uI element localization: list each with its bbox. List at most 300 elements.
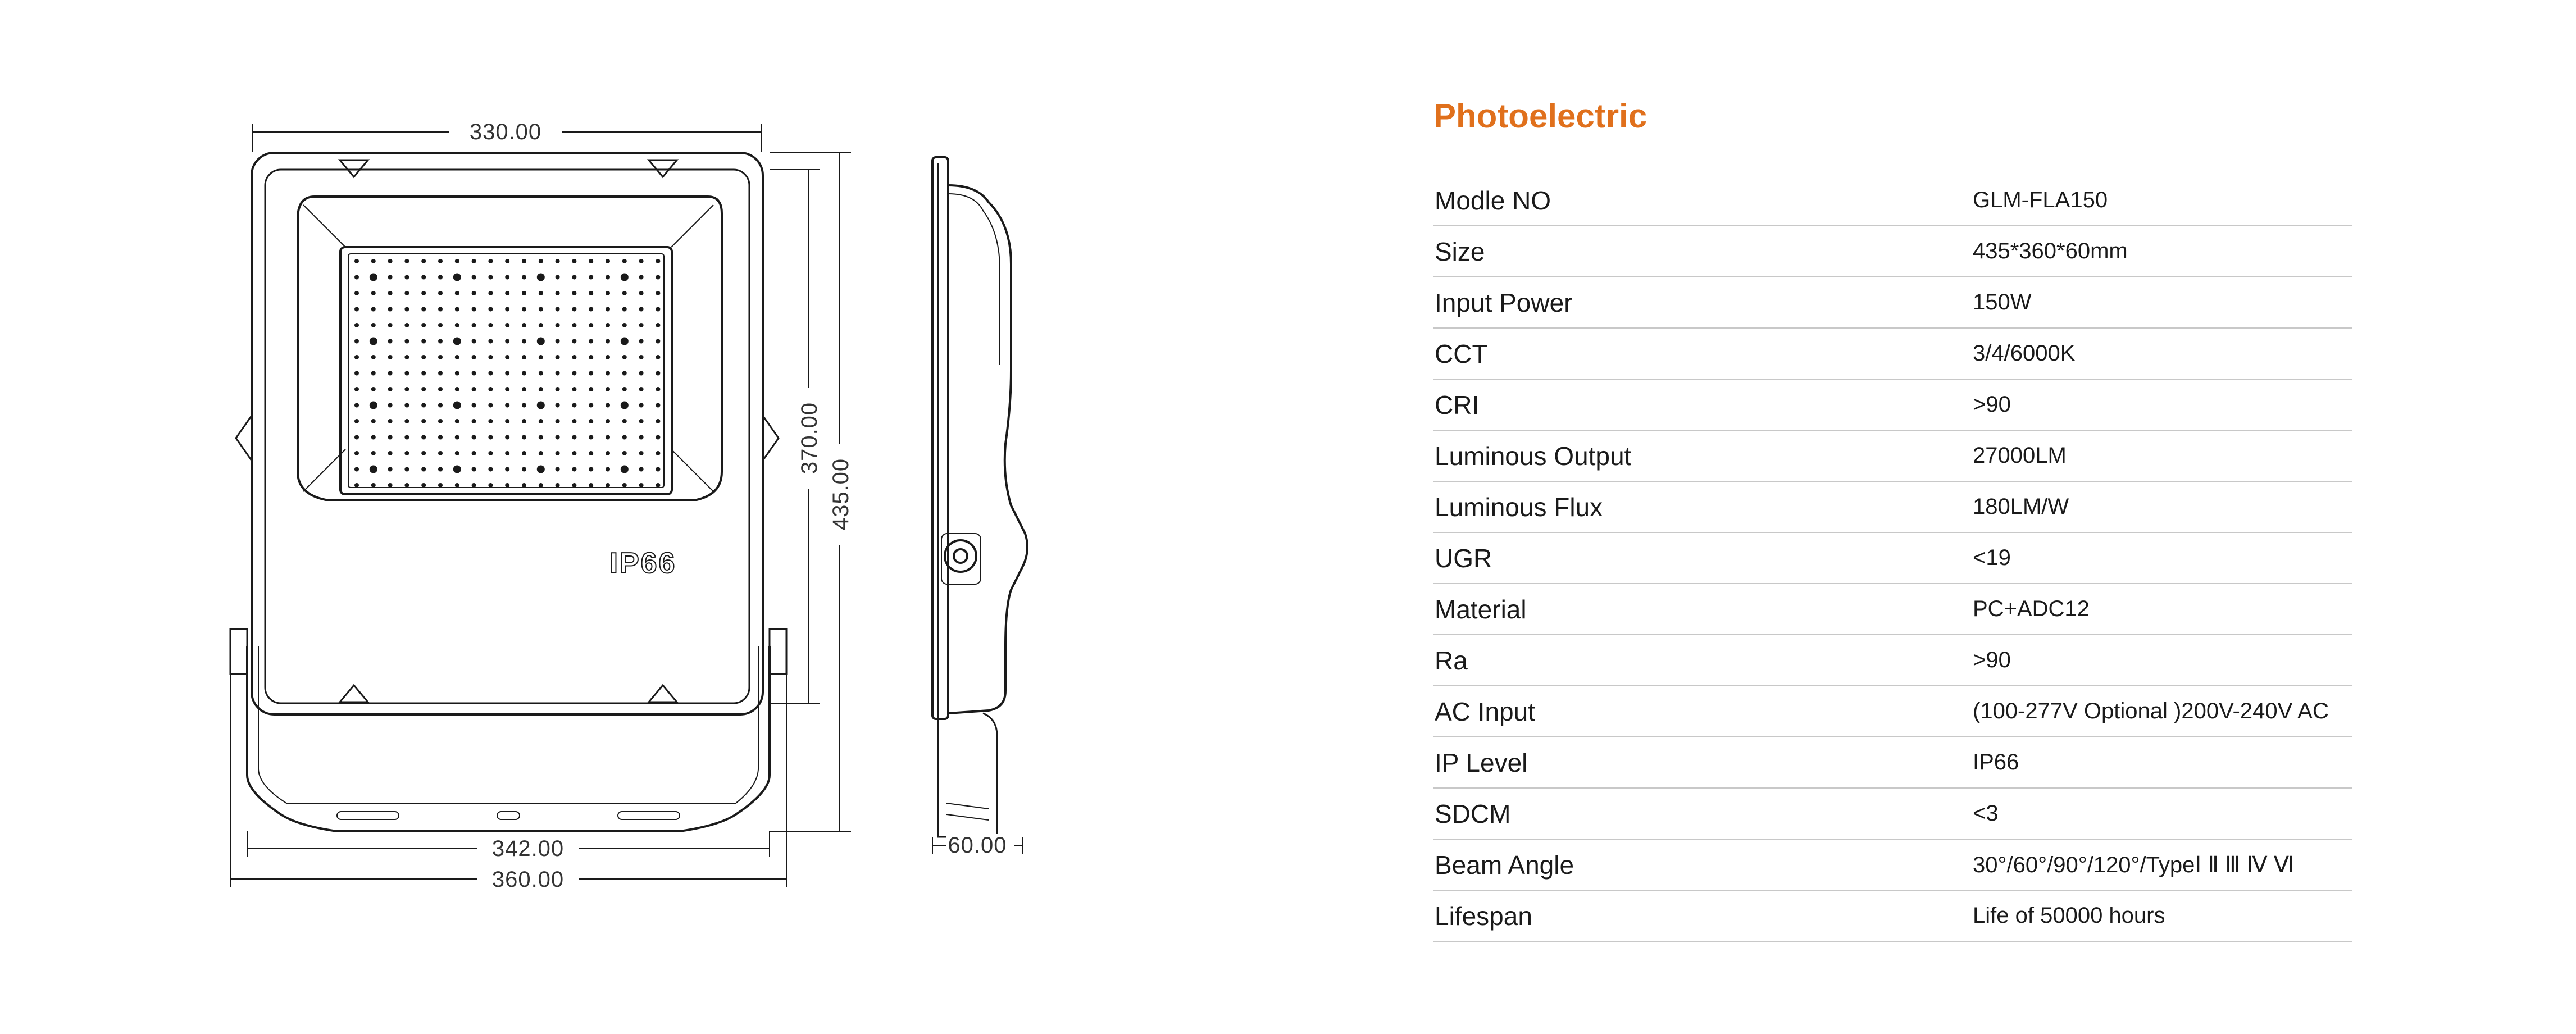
led-dot <box>572 419 576 423</box>
led-dot <box>572 339 576 344</box>
dim-top-width: 330.00 <box>469 120 542 144</box>
led-dot <box>522 483 526 488</box>
spec-row <box>1433 789 2352 840</box>
led-dot <box>421 419 426 423</box>
led-dot <box>656 291 660 295</box>
led-dot <box>572 451 576 455</box>
led-dot <box>404 419 409 423</box>
led-dot <box>488 419 493 423</box>
led-dot <box>453 402 461 409</box>
led-dot <box>621 402 629 409</box>
led-dot <box>438 387 443 391</box>
led-dot <box>472 259 476 263</box>
led-dot <box>539 387 543 391</box>
led-dot <box>388 275 393 280</box>
led-dot <box>438 275 443 280</box>
led-dot <box>656 451 660 455</box>
led-dot <box>404 307 409 312</box>
led-dot <box>455 483 459 488</box>
led-dot <box>606 259 610 263</box>
led-dot <box>472 371 476 376</box>
led-dot <box>472 275 476 280</box>
dim-height-435: 435.00 <box>829 458 853 531</box>
spec-key: Input Power <box>1435 288 1573 317</box>
spec-key: Modle NO <box>1435 185 1551 215</box>
led-dot <box>488 403 493 408</box>
spec-key: Ra <box>1435 645 1468 675</box>
led-dot <box>488 355 493 359</box>
led-dot <box>404 403 409 408</box>
led-dot <box>472 291 476 295</box>
spec-row <box>1433 533 2352 584</box>
led-dot <box>421 371 426 376</box>
led-dot <box>656 467 660 472</box>
led-dot <box>455 307 459 312</box>
led-dot <box>388 451 393 455</box>
led-dot <box>388 419 393 423</box>
led-dot <box>488 483 493 488</box>
spec-row <box>1433 329 2352 380</box>
led-dot <box>388 371 393 376</box>
led-dot <box>556 387 560 391</box>
led-dot <box>472 483 476 488</box>
led-dot <box>589 435 593 440</box>
led-dot <box>438 467 443 472</box>
led-dot <box>455 291 459 295</box>
led-dot <box>455 387 459 391</box>
led-dot <box>404 275 409 280</box>
dim-bottom-width-342: 342.00 <box>491 836 565 861</box>
led-dot <box>572 371 576 376</box>
led-dot <box>656 307 660 312</box>
led-dot <box>656 435 660 440</box>
led-dot <box>371 435 376 440</box>
led-dot <box>539 371 543 376</box>
led-dot <box>354 483 359 488</box>
led-dot <box>622 483 627 488</box>
led-dot <box>404 259 409 263</box>
led-dot <box>589 339 593 344</box>
led-dot <box>537 338 545 345</box>
spec-key: CRI <box>1435 390 1480 420</box>
led-dot <box>472 435 476 440</box>
spec-row <box>1433 277 2352 329</box>
led-dot <box>606 323 610 327</box>
led-dot <box>505 419 509 423</box>
led-dot <box>404 355 409 359</box>
led-dot <box>539 323 543 327</box>
led-dot <box>453 466 461 473</box>
led-dot <box>438 483 443 488</box>
led-dot <box>639 323 644 327</box>
led-dot <box>639 403 644 408</box>
led-dot <box>354 419 359 423</box>
spec-key: CCT <box>1435 339 1488 368</box>
led-dot <box>606 291 610 295</box>
spec-key: Material <box>1435 594 1527 624</box>
led-dot <box>639 339 644 344</box>
led-dot <box>556 339 560 344</box>
led-dot <box>354 387 359 391</box>
led-dot <box>621 466 629 473</box>
led-dot <box>505 291 509 295</box>
led-dot <box>622 451 627 455</box>
led-dot <box>522 419 526 423</box>
led-dot <box>522 403 526 408</box>
spec-key: SDCM <box>1435 799 1511 828</box>
spec-row <box>1433 840 2352 891</box>
led-dot <box>488 339 493 344</box>
led-dot <box>589 323 593 327</box>
led-dot <box>371 419 376 423</box>
led-dot <box>354 355 359 359</box>
led-dot <box>421 467 426 472</box>
led-dot <box>421 339 426 344</box>
led-dot <box>371 259 376 263</box>
spec-value: >90 <box>1973 648 2011 672</box>
spec-key: Lifespan <box>1435 901 1532 931</box>
led-dot <box>505 467 509 472</box>
led-dot <box>522 371 526 376</box>
led-dot <box>606 483 610 488</box>
led-dot <box>656 387 660 391</box>
led-dot <box>472 307 476 312</box>
led-dot <box>656 339 660 344</box>
led-dot <box>388 403 393 408</box>
led-dot <box>455 419 459 423</box>
led-dot <box>455 259 459 263</box>
led-dot <box>622 291 627 295</box>
led-dot <box>522 291 526 295</box>
led-dot <box>354 323 359 327</box>
led-dot <box>572 275 576 280</box>
spec-row <box>1433 635 2352 686</box>
led-dot <box>572 435 576 440</box>
led-dot <box>656 483 660 488</box>
led-dot <box>354 371 359 376</box>
led-dot <box>488 435 493 440</box>
led-dot <box>556 307 560 312</box>
spec-row <box>1433 431 2352 482</box>
led-dot <box>622 387 627 391</box>
led-dot <box>404 483 409 488</box>
led-dot <box>421 355 426 359</box>
led-dot <box>438 419 443 423</box>
led-dot <box>404 435 409 440</box>
led-dot <box>488 451 493 455</box>
led-dot <box>656 355 660 359</box>
led-dot <box>388 323 393 327</box>
side-view-drawing <box>921 140 1090 865</box>
spec-row <box>1433 891 2352 942</box>
spec-key: IP Level <box>1435 748 1528 777</box>
led-dot <box>572 307 576 312</box>
led-dot <box>472 403 476 408</box>
led-dot <box>522 355 526 359</box>
led-dot <box>639 259 644 263</box>
led-dot <box>622 435 627 440</box>
led-dot <box>455 435 459 440</box>
led-dot <box>453 274 461 281</box>
spec-value: <3 <box>1973 801 1999 826</box>
led-dot <box>606 435 610 440</box>
led-dot <box>505 403 509 408</box>
led-dot <box>589 307 593 312</box>
led-dot <box>388 387 393 391</box>
led-dot <box>639 307 644 312</box>
led-dot <box>404 323 409 327</box>
led-dot <box>404 387 409 391</box>
led-dot <box>472 323 476 327</box>
led-dot <box>606 387 610 391</box>
spec-row <box>1433 482 2352 533</box>
dim-depth: 60.00 <box>948 833 1007 858</box>
led-dot <box>421 323 426 327</box>
led-dot <box>622 307 627 312</box>
spec-value: 150W <box>1973 290 2032 315</box>
led-dot <box>556 259 560 263</box>
led-dot <box>505 355 509 359</box>
led-dot <box>505 275 509 280</box>
led-dot <box>472 467 476 472</box>
led-dot <box>522 451 526 455</box>
led-dot <box>589 451 593 455</box>
led-dot <box>488 259 493 263</box>
led-dot <box>404 339 409 344</box>
led-dot <box>656 371 660 376</box>
led-dot <box>388 259 393 263</box>
spec-value: GLM-FLA150 <box>1973 188 2108 212</box>
led-dot <box>537 466 545 473</box>
led-dot <box>572 355 576 359</box>
led-dot <box>572 483 576 488</box>
led-dot <box>404 467 409 472</box>
led-dot <box>639 435 644 440</box>
led-dot <box>539 451 543 455</box>
led-dot <box>354 435 359 440</box>
led-dot <box>622 371 627 376</box>
led-dot <box>522 467 526 472</box>
led-dot <box>388 435 393 440</box>
led-dot <box>421 435 426 440</box>
led-dot <box>556 291 560 295</box>
led-dot <box>455 451 459 455</box>
led-dot <box>421 291 426 295</box>
led-dot <box>589 259 593 263</box>
led-dot <box>472 339 476 344</box>
led-dot <box>505 451 509 455</box>
led-dot <box>589 419 593 423</box>
led-dot <box>606 307 610 312</box>
led-dot <box>354 259 359 263</box>
led-dot <box>639 451 644 455</box>
led-dot <box>522 259 526 263</box>
led-dot <box>488 323 493 327</box>
led-dot <box>421 387 426 391</box>
led-dot <box>522 323 526 327</box>
led-dot <box>539 435 543 440</box>
led-dot <box>556 451 560 455</box>
led-dot <box>539 291 543 295</box>
led-dot <box>656 275 660 280</box>
led-dot <box>505 339 509 344</box>
led-dot <box>522 435 526 440</box>
led-dot <box>488 467 493 472</box>
led-dot <box>639 467 644 472</box>
led-dot <box>472 451 476 455</box>
led-dot <box>438 371 443 376</box>
led-dot <box>488 387 493 391</box>
front-view-drawing <box>213 107 865 893</box>
dim-bottom-width-360: 360.00 <box>491 867 565 892</box>
led-dot <box>556 275 560 280</box>
led-dot <box>589 483 593 488</box>
led-dot <box>622 323 627 327</box>
led-dot <box>370 402 377 409</box>
spec-row <box>1433 584 2352 635</box>
led-dot <box>589 387 593 391</box>
led-dot <box>522 275 526 280</box>
spec-key: Beam Angle <box>1435 850 1574 880</box>
spec-key: UGR <box>1435 543 1492 573</box>
led-dot <box>370 338 377 345</box>
spec-value: 27000LM <box>1973 443 2067 468</box>
spec-value: <19 <box>1973 545 2011 570</box>
led-dot <box>556 371 560 376</box>
led-dot <box>421 259 426 263</box>
led-dot <box>606 467 610 472</box>
led-dot <box>438 451 443 455</box>
led-dot <box>639 419 644 423</box>
led-dot <box>621 338 629 345</box>
led-dot <box>639 291 644 295</box>
led-dot <box>505 323 509 327</box>
led-dot <box>589 291 593 295</box>
spec-row <box>1433 380 2352 431</box>
ip66-badge: IP66 <box>609 547 677 580</box>
led-dot <box>488 307 493 312</box>
led-dot <box>589 275 593 280</box>
spec-value: 3/4/6000K <box>1973 341 2076 366</box>
led-dot <box>622 419 627 423</box>
dim-height-370: 370.00 <box>797 402 822 475</box>
spec-key: Luminous Output <box>1435 441 1632 471</box>
led-dot <box>438 259 443 263</box>
led-dot <box>556 323 560 327</box>
led-dot <box>556 467 560 472</box>
led-dot <box>505 371 509 376</box>
led-dot <box>589 355 593 359</box>
led-dot <box>539 483 543 488</box>
spec-value: >90 <box>1973 392 2011 417</box>
spec-table <box>1433 175 2352 942</box>
led-dot <box>371 291 376 295</box>
spec-value: (100-277V Optional )200V-240V AC <box>1973 699 2329 723</box>
led-dot <box>370 274 377 281</box>
led-dot <box>505 307 509 312</box>
led-dot <box>639 483 644 488</box>
led-dot <box>455 371 459 376</box>
led-dot <box>388 355 393 359</box>
led-dot <box>606 451 610 455</box>
led-dot <box>488 291 493 295</box>
led-dot <box>639 371 644 376</box>
led-dot <box>354 339 359 344</box>
led-dot <box>505 483 509 488</box>
led-dot <box>354 307 359 312</box>
led-dot <box>371 323 376 327</box>
led-dot <box>472 387 476 391</box>
led-dot <box>354 291 359 295</box>
led-dot <box>589 467 593 472</box>
led-dot <box>438 435 443 440</box>
led-dot <box>539 307 543 312</box>
led-dot <box>421 403 426 408</box>
led-dot <box>606 355 610 359</box>
led-dot <box>455 323 459 327</box>
led-dot <box>421 451 426 455</box>
led-dot <box>388 467 393 472</box>
spec-value: 180LM/W <box>1973 494 2069 519</box>
led-dot <box>656 259 660 263</box>
led-dot <box>539 355 543 359</box>
led-dot <box>371 355 376 359</box>
spec-value: 435*360*60mm <box>1973 239 2128 263</box>
led-dot <box>505 435 509 440</box>
led-dot <box>388 291 393 295</box>
led-dot <box>505 259 509 263</box>
led-dot <box>572 387 576 391</box>
led-dot <box>621 274 629 281</box>
led-dot <box>388 339 393 344</box>
led-dot <box>539 419 543 423</box>
led-dot <box>488 371 493 376</box>
led-dot <box>622 355 627 359</box>
led-dot <box>370 466 377 473</box>
led-dot <box>556 435 560 440</box>
spec-row <box>1433 175 2352 226</box>
led-dot <box>622 259 627 263</box>
led-dot <box>438 307 443 312</box>
led-dot <box>572 323 576 327</box>
led-dot <box>421 483 426 488</box>
led-dot <box>556 483 560 488</box>
led-dot <box>472 355 476 359</box>
led-dot <box>388 307 393 312</box>
led-dot <box>371 371 376 376</box>
led-dot <box>522 387 526 391</box>
led-dot <box>354 451 359 455</box>
spec-row <box>1433 686 2352 737</box>
led-dot <box>606 275 610 280</box>
led-dot <box>572 291 576 295</box>
led-dot <box>606 371 610 376</box>
led-dot <box>656 403 660 408</box>
spec-key: Size <box>1435 236 1485 266</box>
led-dot <box>572 403 576 408</box>
spec-key: Luminous Flux <box>1435 492 1603 522</box>
led-grid <box>354 259 660 488</box>
led-dot <box>656 419 660 423</box>
spec-value: IP66 <box>1973 750 2019 775</box>
spec-key: AC Input <box>1435 696 1535 726</box>
spec-row <box>1433 226 2352 277</box>
led-dot <box>388 483 393 488</box>
spec-title: Photoelectric <box>1433 97 1647 135</box>
led-dot <box>656 323 660 327</box>
led-dot <box>421 275 426 280</box>
led-dot <box>606 419 610 423</box>
